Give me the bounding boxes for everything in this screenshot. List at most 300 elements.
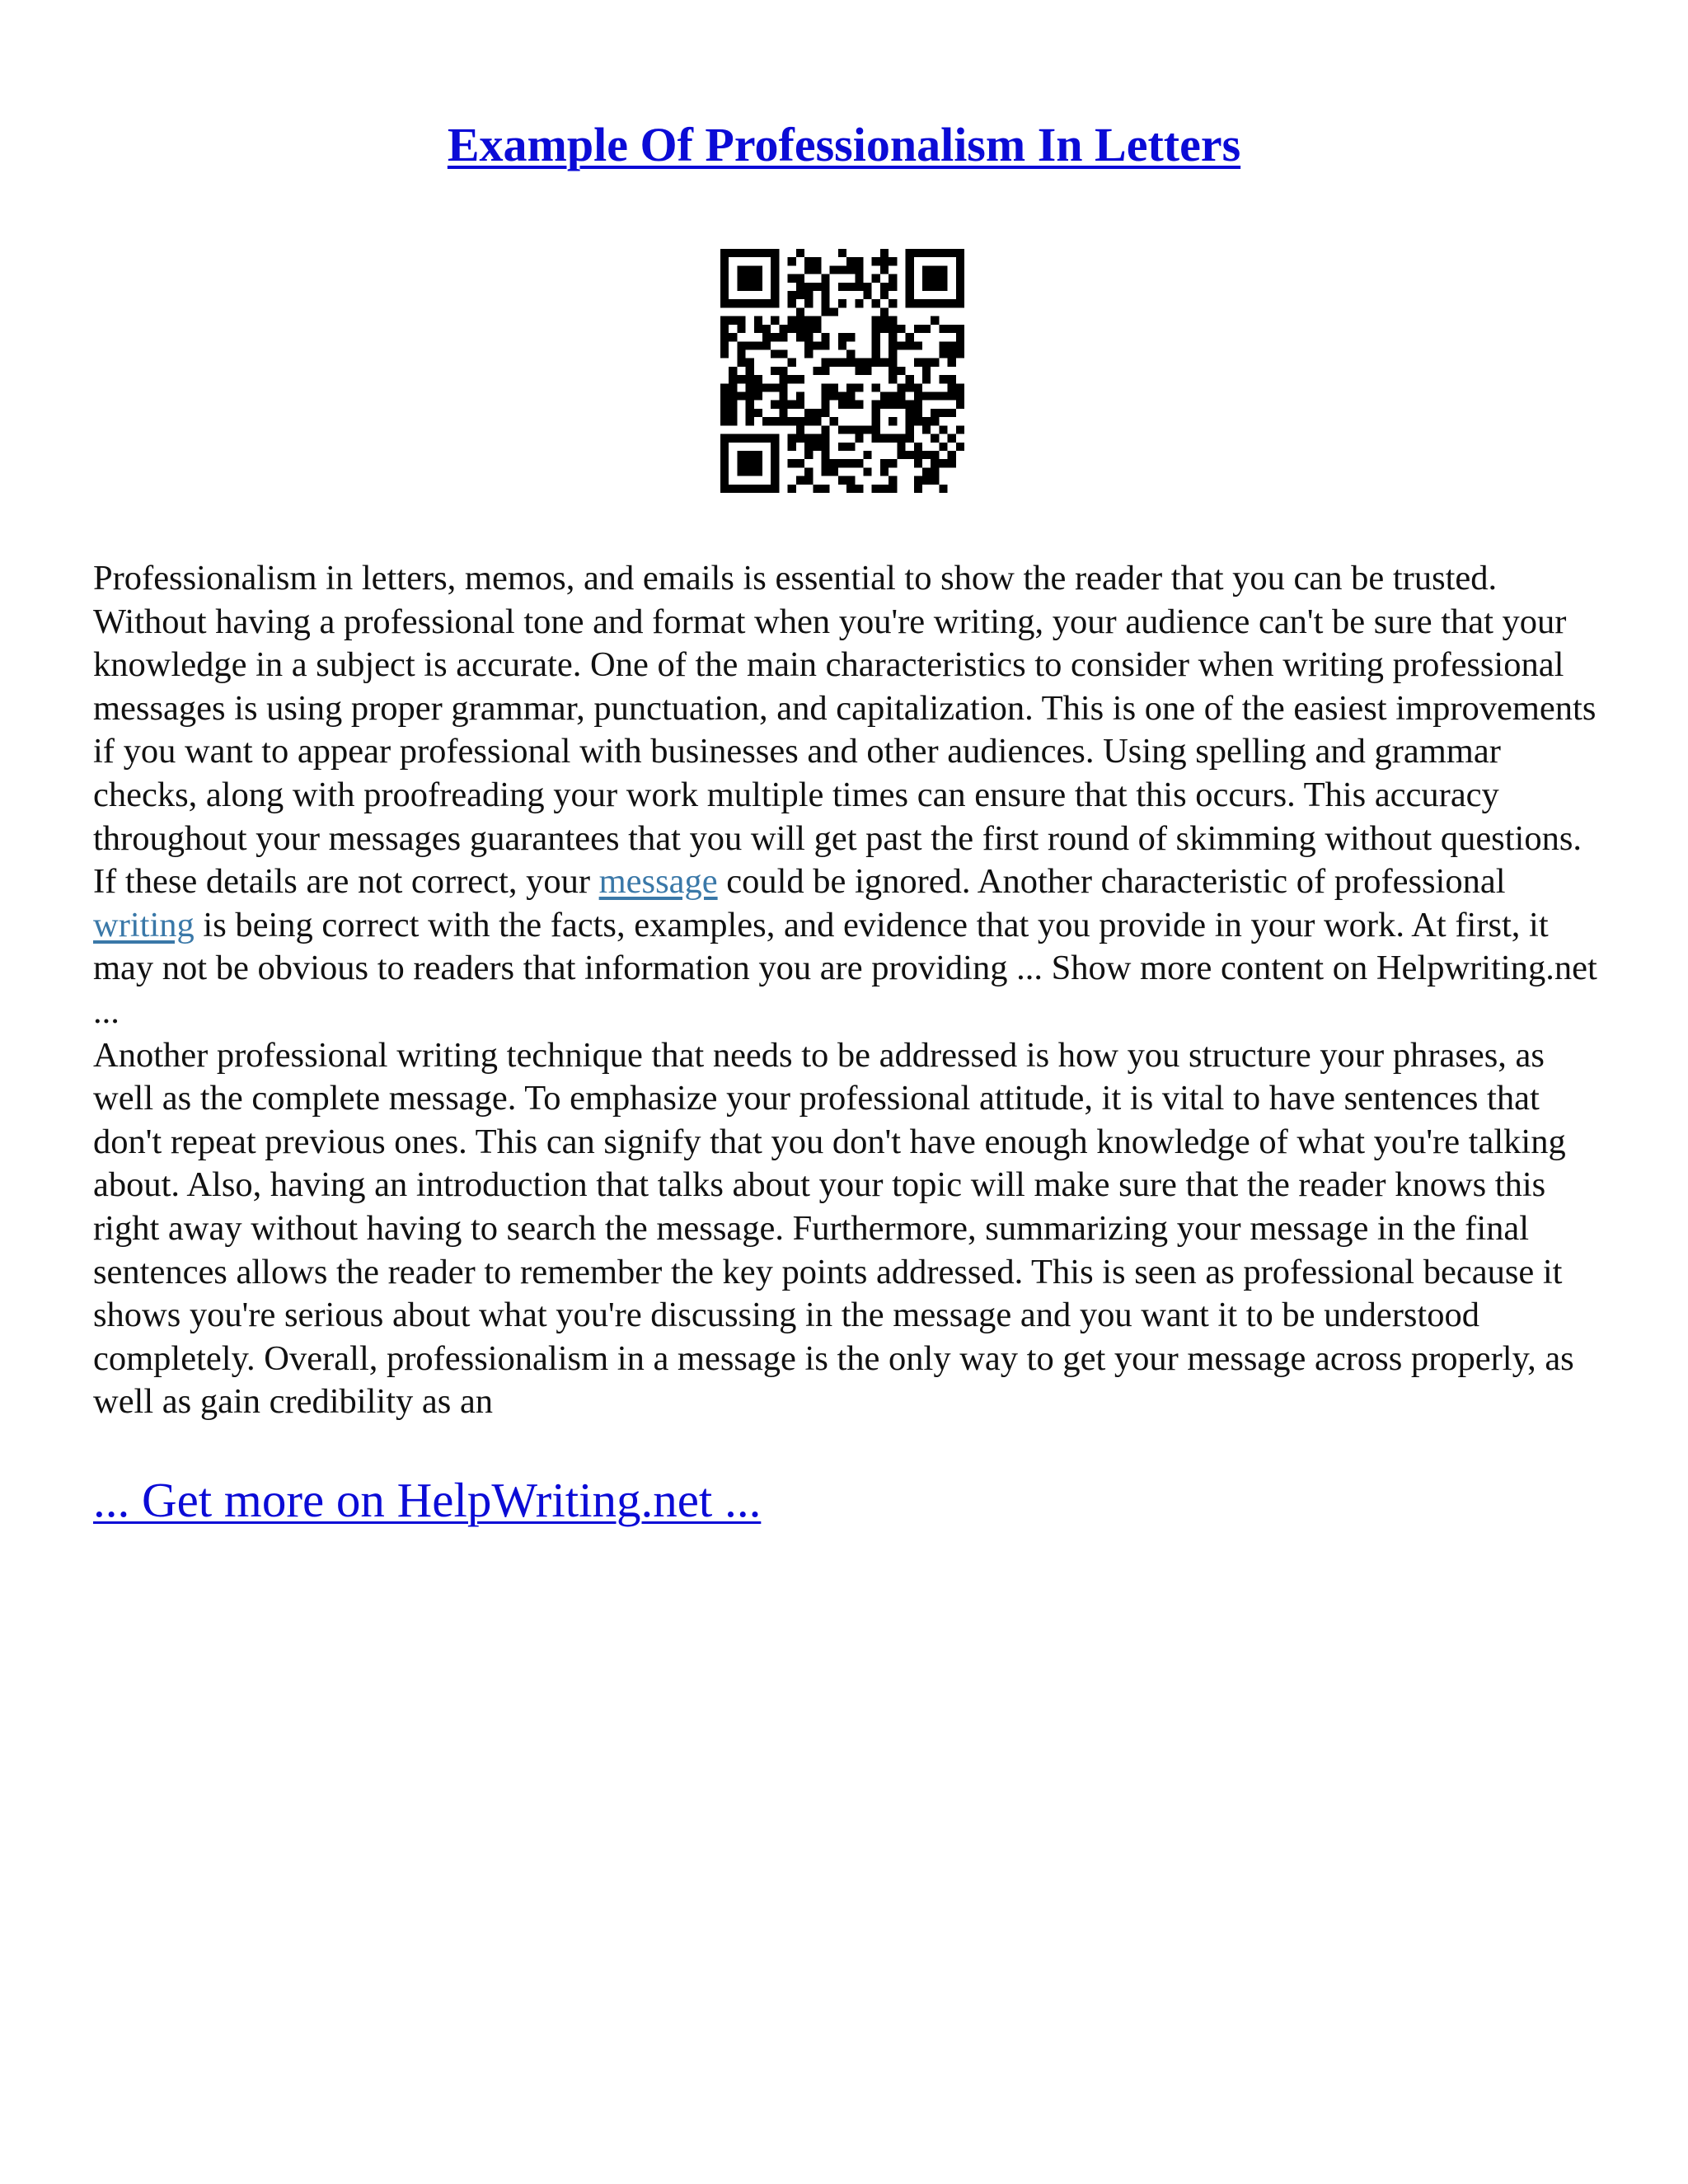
qr-module <box>746 359 754 367</box>
qr-module <box>914 359 922 367</box>
qr-module <box>838 392 846 401</box>
qr-module <box>796 283 804 291</box>
qr-module <box>931 434 939 443</box>
qr-module <box>872 359 880 367</box>
qr-module <box>821 392 829 401</box>
qr-module <box>771 257 779 265</box>
qr-module <box>720 265 729 274</box>
qr-module <box>746 249 754 257</box>
qr-module <box>864 291 872 299</box>
qr-module <box>956 283 964 291</box>
qr-module <box>956 392 964 401</box>
qr-module <box>720 383 729 391</box>
qr-module <box>939 274 947 283</box>
qr-module <box>906 375 914 383</box>
qr-module <box>796 333 804 341</box>
get-more-link-container <box>93 1470 761 1530</box>
qr-module <box>931 299 939 307</box>
qr-module <box>880 467 889 476</box>
qr-module <box>729 434 737 443</box>
qr-module <box>796 375 804 383</box>
qr-module <box>906 341 914 349</box>
qr-module <box>754 283 762 291</box>
paragraph-1-text-b: could be ignored. Another characteristic of professional <box>717 862 1506 902</box>
qr-module <box>922 274 931 283</box>
qr-module <box>737 349 745 358</box>
qr-module <box>897 401 905 409</box>
qr-module <box>804 333 813 341</box>
qr-module <box>762 249 771 257</box>
qr-module <box>889 401 897 409</box>
qr-module <box>796 425 804 434</box>
qr-module <box>754 409 762 417</box>
qr-module <box>804 265 813 274</box>
qr-module <box>880 485 889 493</box>
qr-module <box>813 283 821 291</box>
qr-module <box>754 341 762 349</box>
qr-module <box>746 283 754 291</box>
qr-module <box>872 409 880 417</box>
qr-module <box>788 325 796 333</box>
qr-module <box>956 425 964 434</box>
qr-module <box>737 485 745 493</box>
qr-module <box>804 349 813 358</box>
qr-module <box>729 401 737 409</box>
qr-module <box>939 425 947 434</box>
qr-module <box>838 359 846 367</box>
qr-module <box>821 443 829 451</box>
qr-module <box>846 485 855 493</box>
qr-module <box>788 434 796 443</box>
qr-module <box>821 333 829 341</box>
qr-module <box>889 359 897 367</box>
qr-module <box>796 325 804 333</box>
qr-module <box>922 283 931 291</box>
qr-module <box>864 467 872 476</box>
qr-module <box>788 291 796 299</box>
qr-module <box>771 467 779 476</box>
qr-module <box>813 434 821 443</box>
qr-module <box>796 249 804 257</box>
qr-module <box>838 401 846 409</box>
qr-module <box>771 443 779 451</box>
qr-module <box>880 325 889 333</box>
qr-module <box>855 265 863 274</box>
qr-module <box>788 274 796 283</box>
qr-module <box>880 249 889 257</box>
qr-module <box>872 425 880 434</box>
qr-module <box>872 333 880 341</box>
qr-module <box>922 476 931 485</box>
qr-module <box>830 417 838 425</box>
qr-module <box>729 392 737 401</box>
qr-module <box>821 291 829 299</box>
qr-module <box>956 401 964 409</box>
qr-module <box>939 349 947 358</box>
qr-module <box>948 341 956 349</box>
qr-module <box>889 476 897 485</box>
qr-module <box>838 341 846 349</box>
qr-module <box>821 409 829 417</box>
qr-module <box>838 299 846 307</box>
qr-module <box>838 476 846 485</box>
qr-module <box>906 333 914 341</box>
qr-module <box>864 283 872 291</box>
qr-module <box>906 434 914 443</box>
qr-module <box>729 409 737 417</box>
qr-module <box>855 434 863 443</box>
qr-module <box>855 283 863 291</box>
qr-module <box>737 316 745 325</box>
qr-module <box>720 325 729 333</box>
qr-module <box>729 367 737 375</box>
qr-module <box>804 409 813 417</box>
qr-module <box>771 249 779 257</box>
qr-module <box>720 299 729 307</box>
qr-module <box>746 375 754 383</box>
qr-module <box>796 434 804 443</box>
qr-module <box>771 459 779 467</box>
qr-module <box>922 325 931 333</box>
qr-module <box>948 434 956 443</box>
qr-module <box>821 283 829 291</box>
qr-module <box>872 316 880 325</box>
qr-module <box>846 459 855 467</box>
qr-module <box>855 367 863 375</box>
qr-module <box>939 409 947 417</box>
qr-module <box>771 485 779 493</box>
qr-module <box>796 417 804 425</box>
qr-module <box>754 434 762 443</box>
qr-module <box>838 459 846 467</box>
qr-module <box>956 325 964 333</box>
qr-module <box>771 367 779 375</box>
qr-module <box>846 476 855 485</box>
qr-module <box>889 274 897 283</box>
qr-module <box>821 274 829 283</box>
qr-module <box>729 333 737 341</box>
qr-module <box>779 325 787 333</box>
qr-module <box>804 291 813 299</box>
qr-module <box>720 485 729 493</box>
qr-module <box>754 375 762 383</box>
qr-module <box>720 333 729 341</box>
qr-module <box>956 291 964 299</box>
qr-module <box>746 401 754 409</box>
qr-module <box>948 249 956 257</box>
qr-module <box>922 417 931 425</box>
qr-module <box>889 375 897 383</box>
qr-module <box>746 341 754 349</box>
qr-module <box>804 316 813 325</box>
qr-module <box>914 325 922 333</box>
qr-module <box>788 257 796 265</box>
qr-module <box>754 265 762 274</box>
qr-module <box>771 401 779 409</box>
qr-code-image <box>720 249 964 493</box>
qr-module <box>754 316 762 325</box>
qr-module <box>796 274 804 283</box>
qr-module <box>804 283 813 291</box>
qr-module <box>754 467 762 476</box>
qr-module <box>762 485 771 493</box>
qr-module <box>889 392 897 401</box>
qr-module <box>872 257 880 265</box>
qr-module <box>762 341 771 349</box>
qr-module <box>746 459 754 467</box>
qr-module <box>880 283 889 291</box>
qr-module <box>914 383 922 391</box>
qr-module <box>746 383 754 391</box>
qr-module <box>838 249 846 257</box>
qr-module <box>897 451 905 459</box>
qr-module <box>855 459 863 467</box>
qr-module <box>813 316 821 325</box>
qr-module <box>889 367 897 375</box>
qr-module <box>720 409 729 417</box>
qr-module <box>880 257 889 265</box>
qr-module <box>922 467 931 476</box>
paragraph-1-text-c: is being correct with the facts, examples, and evidence that you provide in your work. At first, it may not be obvious to readers that information you are providing ... Show more content on Helpwriting.net ... <box>93 905 1597 1031</box>
qr-module <box>762 299 771 307</box>
qr-module <box>880 307 889 316</box>
qr-module <box>889 417 897 425</box>
qr-module <box>804 476 813 485</box>
qr-module <box>872 401 880 409</box>
get-more-link[interactable]: ... Get more on HelpWriting.net ... <box>93 1473 762 1527</box>
qr-module <box>922 425 931 434</box>
qr-module <box>931 249 939 257</box>
paragraph-1 <box>93 557 1601 1034</box>
qr-module <box>880 291 889 299</box>
qr-module <box>771 299 779 307</box>
qr-module <box>746 434 754 443</box>
qr-module <box>762 434 771 443</box>
qr-module <box>779 349 787 358</box>
qr-module <box>897 367 905 375</box>
qr-module <box>897 325 905 333</box>
qr-module <box>821 341 829 349</box>
qr-module <box>830 459 838 467</box>
qr-module <box>720 274 729 283</box>
qr-module <box>779 392 787 401</box>
qr-module <box>779 409 787 417</box>
qr-module <box>939 341 947 349</box>
qr-module <box>889 283 897 291</box>
qr-module <box>813 485 821 493</box>
qr-module <box>754 274 762 283</box>
qr-module <box>931 265 939 274</box>
qr-module <box>846 425 855 434</box>
qr-module <box>779 383 787 391</box>
qr-module <box>864 367 872 375</box>
qr-module <box>939 299 947 307</box>
qr-module <box>948 349 956 358</box>
qr-module <box>720 283 729 291</box>
qr-module <box>720 476 729 485</box>
qr-module <box>939 249 947 257</box>
qr-module <box>906 451 914 459</box>
qr-module <box>889 257 897 265</box>
qr-module <box>796 392 804 401</box>
qr-module <box>872 485 880 493</box>
qr-module <box>746 299 754 307</box>
qr-module <box>771 274 779 283</box>
qr-module <box>746 409 754 417</box>
qr-module <box>956 274 964 283</box>
qr-module <box>931 316 939 325</box>
qr-module <box>737 341 745 349</box>
qr-module <box>956 265 964 274</box>
qr-module <box>788 417 796 425</box>
qr-module <box>746 467 754 476</box>
qr-module <box>821 485 829 493</box>
qr-module <box>914 409 922 417</box>
qr-module <box>838 425 846 434</box>
qr-module <box>821 434 829 443</box>
qr-module <box>914 299 922 307</box>
qr-module <box>720 451 729 459</box>
qr-module <box>889 459 897 467</box>
qr-module <box>855 274 863 283</box>
qr-module <box>872 274 880 283</box>
qr-module <box>948 299 956 307</box>
qr-module <box>729 383 737 391</box>
qr-module <box>771 383 779 391</box>
qr-module <box>872 383 880 391</box>
qr-module <box>872 341 880 349</box>
qr-module <box>821 425 829 434</box>
qr-module <box>737 283 745 291</box>
qr-module <box>771 265 779 274</box>
qr-module <box>846 333 855 341</box>
qr-module <box>846 392 855 401</box>
qr-module <box>906 291 914 299</box>
writing-link[interactable]: writing <box>93 905 195 944</box>
qr-module <box>948 359 956 367</box>
qr-module <box>922 375 931 383</box>
qr-module <box>830 265 838 274</box>
qr-module <box>906 417 914 425</box>
qr-module <box>821 367 829 375</box>
qr-module <box>771 283 779 291</box>
qr-module <box>922 451 931 459</box>
qr-module <box>754 325 762 333</box>
title-link[interactable]: Example Of Professionalism In Letters <box>447 118 1241 171</box>
qr-module <box>906 249 914 257</box>
qr-module <box>889 333 897 341</box>
qr-module <box>939 325 947 333</box>
qr-module <box>914 443 922 451</box>
qr-module <box>821 401 829 409</box>
qr-module <box>906 425 914 434</box>
qr-module <box>729 375 737 383</box>
qr-module <box>855 485 863 493</box>
qr-module <box>864 451 872 459</box>
qr-module <box>889 316 897 325</box>
qr-module <box>737 467 745 476</box>
qr-module <box>906 401 914 409</box>
qr-module <box>796 316 804 325</box>
qr-module <box>754 249 762 257</box>
qr-module <box>754 383 762 391</box>
qr-module <box>880 265 889 274</box>
qr-module <box>804 467 813 476</box>
qr-module <box>762 325 771 333</box>
qr-module <box>720 401 729 409</box>
qr-module <box>821 307 829 316</box>
qr-module <box>922 299 931 307</box>
qr-module <box>889 325 897 333</box>
qr-module <box>864 425 872 434</box>
qr-module <box>948 451 956 459</box>
qr-module <box>889 485 897 493</box>
qr-module <box>813 417 821 425</box>
qr-module <box>855 257 863 265</box>
qr-module <box>796 476 804 485</box>
qr-module <box>931 459 939 467</box>
qr-module <box>771 417 779 425</box>
qr-module <box>838 443 846 451</box>
qr-module <box>821 459 829 467</box>
qr-module <box>914 459 922 467</box>
qr-module <box>922 367 931 375</box>
qr-module <box>788 359 796 367</box>
qr-module <box>720 341 729 349</box>
qr-module <box>729 316 737 325</box>
qr-module <box>779 417 787 425</box>
qr-module <box>737 375 745 383</box>
qr-module <box>788 485 796 493</box>
qr-module <box>956 333 964 341</box>
qr-module <box>948 392 956 401</box>
qr-module <box>914 451 922 459</box>
qr-module <box>720 249 729 257</box>
qr-module <box>796 307 804 316</box>
qr-module <box>737 265 745 274</box>
qr-module <box>771 434 779 443</box>
qr-module <box>872 325 880 333</box>
qr-module <box>821 383 829 391</box>
qr-module <box>746 265 754 274</box>
qr-module <box>846 359 855 367</box>
qr-module <box>956 249 964 257</box>
qr-module <box>720 467 729 476</box>
qr-module <box>762 333 771 341</box>
qr-module <box>720 291 729 299</box>
qr-module <box>931 451 939 459</box>
qr-module <box>771 349 779 358</box>
qr-module <box>788 443 796 451</box>
qr-module <box>956 341 964 349</box>
qr-module <box>922 265 931 274</box>
qr-module <box>804 325 813 333</box>
message-link[interactable]: message <box>598 862 718 902</box>
qr-module <box>720 434 729 443</box>
qr-module <box>720 392 729 401</box>
qr-module <box>939 265 947 274</box>
qr-module <box>956 443 964 451</box>
qr-module <box>754 299 762 307</box>
qr-module <box>846 257 855 265</box>
qr-module <box>830 359 838 367</box>
qr-module <box>838 333 846 341</box>
qr-module <box>737 392 745 401</box>
qr-module <box>830 383 838 391</box>
qr-module <box>906 257 914 265</box>
qr-module <box>948 325 956 333</box>
qr-module <box>813 443 821 451</box>
